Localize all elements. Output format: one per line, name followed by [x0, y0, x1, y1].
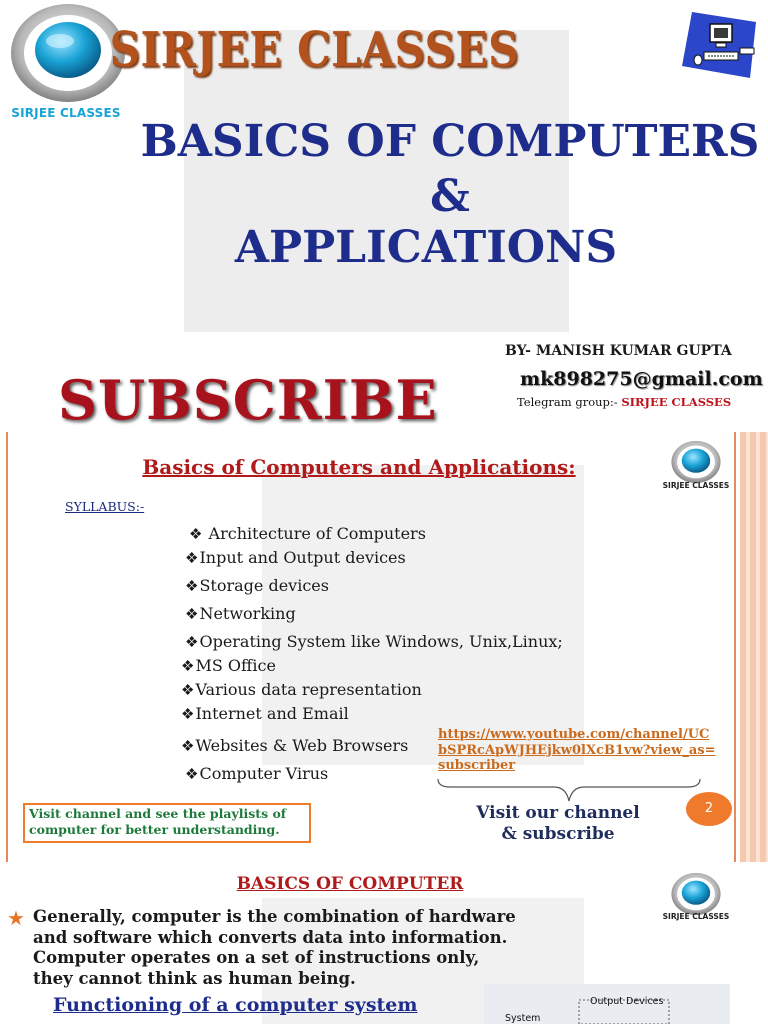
- diamond-bullet-icon: ❖: [181, 737, 195, 755]
- syllabus-item: ❖Internet and Email: [181, 704, 349, 723]
- logo-caption: SIRJEE CLASSES: [11, 106, 121, 120]
- syllabus-item: ❖Input and Output devices: [185, 548, 406, 567]
- brand-title: SIRJEE CLASSES: [109, 22, 520, 78]
- diamond-bullet-icon: ❖: [185, 633, 199, 651]
- slide2-title: Basics of Computers and Applications:: [142, 455, 576, 479]
- main-title-line-1: BASICS OF COMPUTERS: [140, 116, 760, 167]
- diagram-output-devices-label: Output Devices: [590, 996, 664, 1007]
- main-title-line-2: &: [430, 171, 470, 222]
- diamond-bullet-icon: ❖: [185, 577, 199, 595]
- star-bullet-icon: ★: [7, 906, 25, 930]
- syllabus-item: ❖Networking: [185, 604, 296, 623]
- diamond-bullet-icon: ❖: [189, 525, 203, 543]
- diamond-bullet-icon: ❖: [181, 705, 195, 723]
- syllabus-item: ❖Operating System like Windows, Unix,Linux;: [185, 632, 563, 651]
- telegram-label: Telegram group:-: [517, 395, 618, 409]
- syllabus-item: ❖MS Office: [181, 656, 276, 675]
- computer-icon: [680, 8, 760, 80]
- syllabus-item: ❖Various data representation: [181, 680, 422, 699]
- slide2-right-border: [734, 432, 736, 862]
- syllabus-item: ❖Computer Virus: [185, 764, 329, 783]
- sirjee-small-logo-icon: [671, 872, 721, 916]
- brand-header: [0, 0, 768, 90]
- small-logo-caption: SIRJEE CLASSES: [662, 912, 730, 921]
- slide2-decorative-strip: [740, 432, 768, 862]
- syllabus-item: ❖Websites & Web Browsers: [181, 736, 409, 755]
- slide3-title: BASICS OF COMPUTER: [236, 874, 464, 894]
- youtube-channel-link[interactable]: https://www.youtube.com/channel/UCbSPRcApWJHEjkw0lXcB1vw?view_as=subscriber: [438, 727, 716, 773]
- author-name: BY- MANISH KUMAR GUPTA: [505, 343, 732, 359]
- diamond-bullet-icon: ❖: [185, 605, 199, 623]
- telegram-group-name: SIRJEE CLASSES: [621, 395, 732, 409]
- visit-channel-line-1: Visit our channel: [476, 803, 640, 823]
- functioning-subtitle: Functioning of a computer system: [53, 994, 418, 1016]
- syllabus-item: ❖Storage devices: [185, 576, 329, 595]
- syllabus-label: SYLLABUS:-: [65, 499, 145, 514]
- visit-playlist-text: Visit channel and see the playlists of computer for better understanding.: [29, 806, 287, 837]
- computer-definition-paragraph: Generally, computer is the combination of hardware and software which converts data into information. Computer operates on a set of instructions only, they cannot think as human being.: [33, 907, 516, 988]
- visit-channel-line-2: & subscribe: [501, 824, 615, 844]
- main-title-line-3: APPLICATIONS: [234, 222, 618, 273]
- diamond-bullet-icon: ❖: [185, 765, 199, 783]
- subscribe-banner[interactable]: SUBSCRIBE: [58, 368, 438, 432]
- diamond-bullet-icon: ❖: [185, 549, 199, 567]
- sirjee-small-logo-icon: [671, 440, 721, 484]
- visit-channel-callout: [450, 803, 666, 845]
- diagram-system-label: System: [505, 1013, 541, 1024]
- telegram-group: [517, 395, 731, 409]
- page-number-badge: 2: [686, 792, 732, 826]
- diamond-bullet-icon: ❖: [181, 657, 195, 675]
- slide2-left-border: [6, 432, 8, 862]
- syllabus-item: ❖ Architecture of Computers: [189, 524, 426, 543]
- diamond-bullet-icon: ❖: [181, 681, 195, 699]
- small-logo-caption: SIRJEE CLASSES: [662, 481, 730, 490]
- author-email[interactable]: mk898275@gmail.com: [520, 368, 763, 390]
